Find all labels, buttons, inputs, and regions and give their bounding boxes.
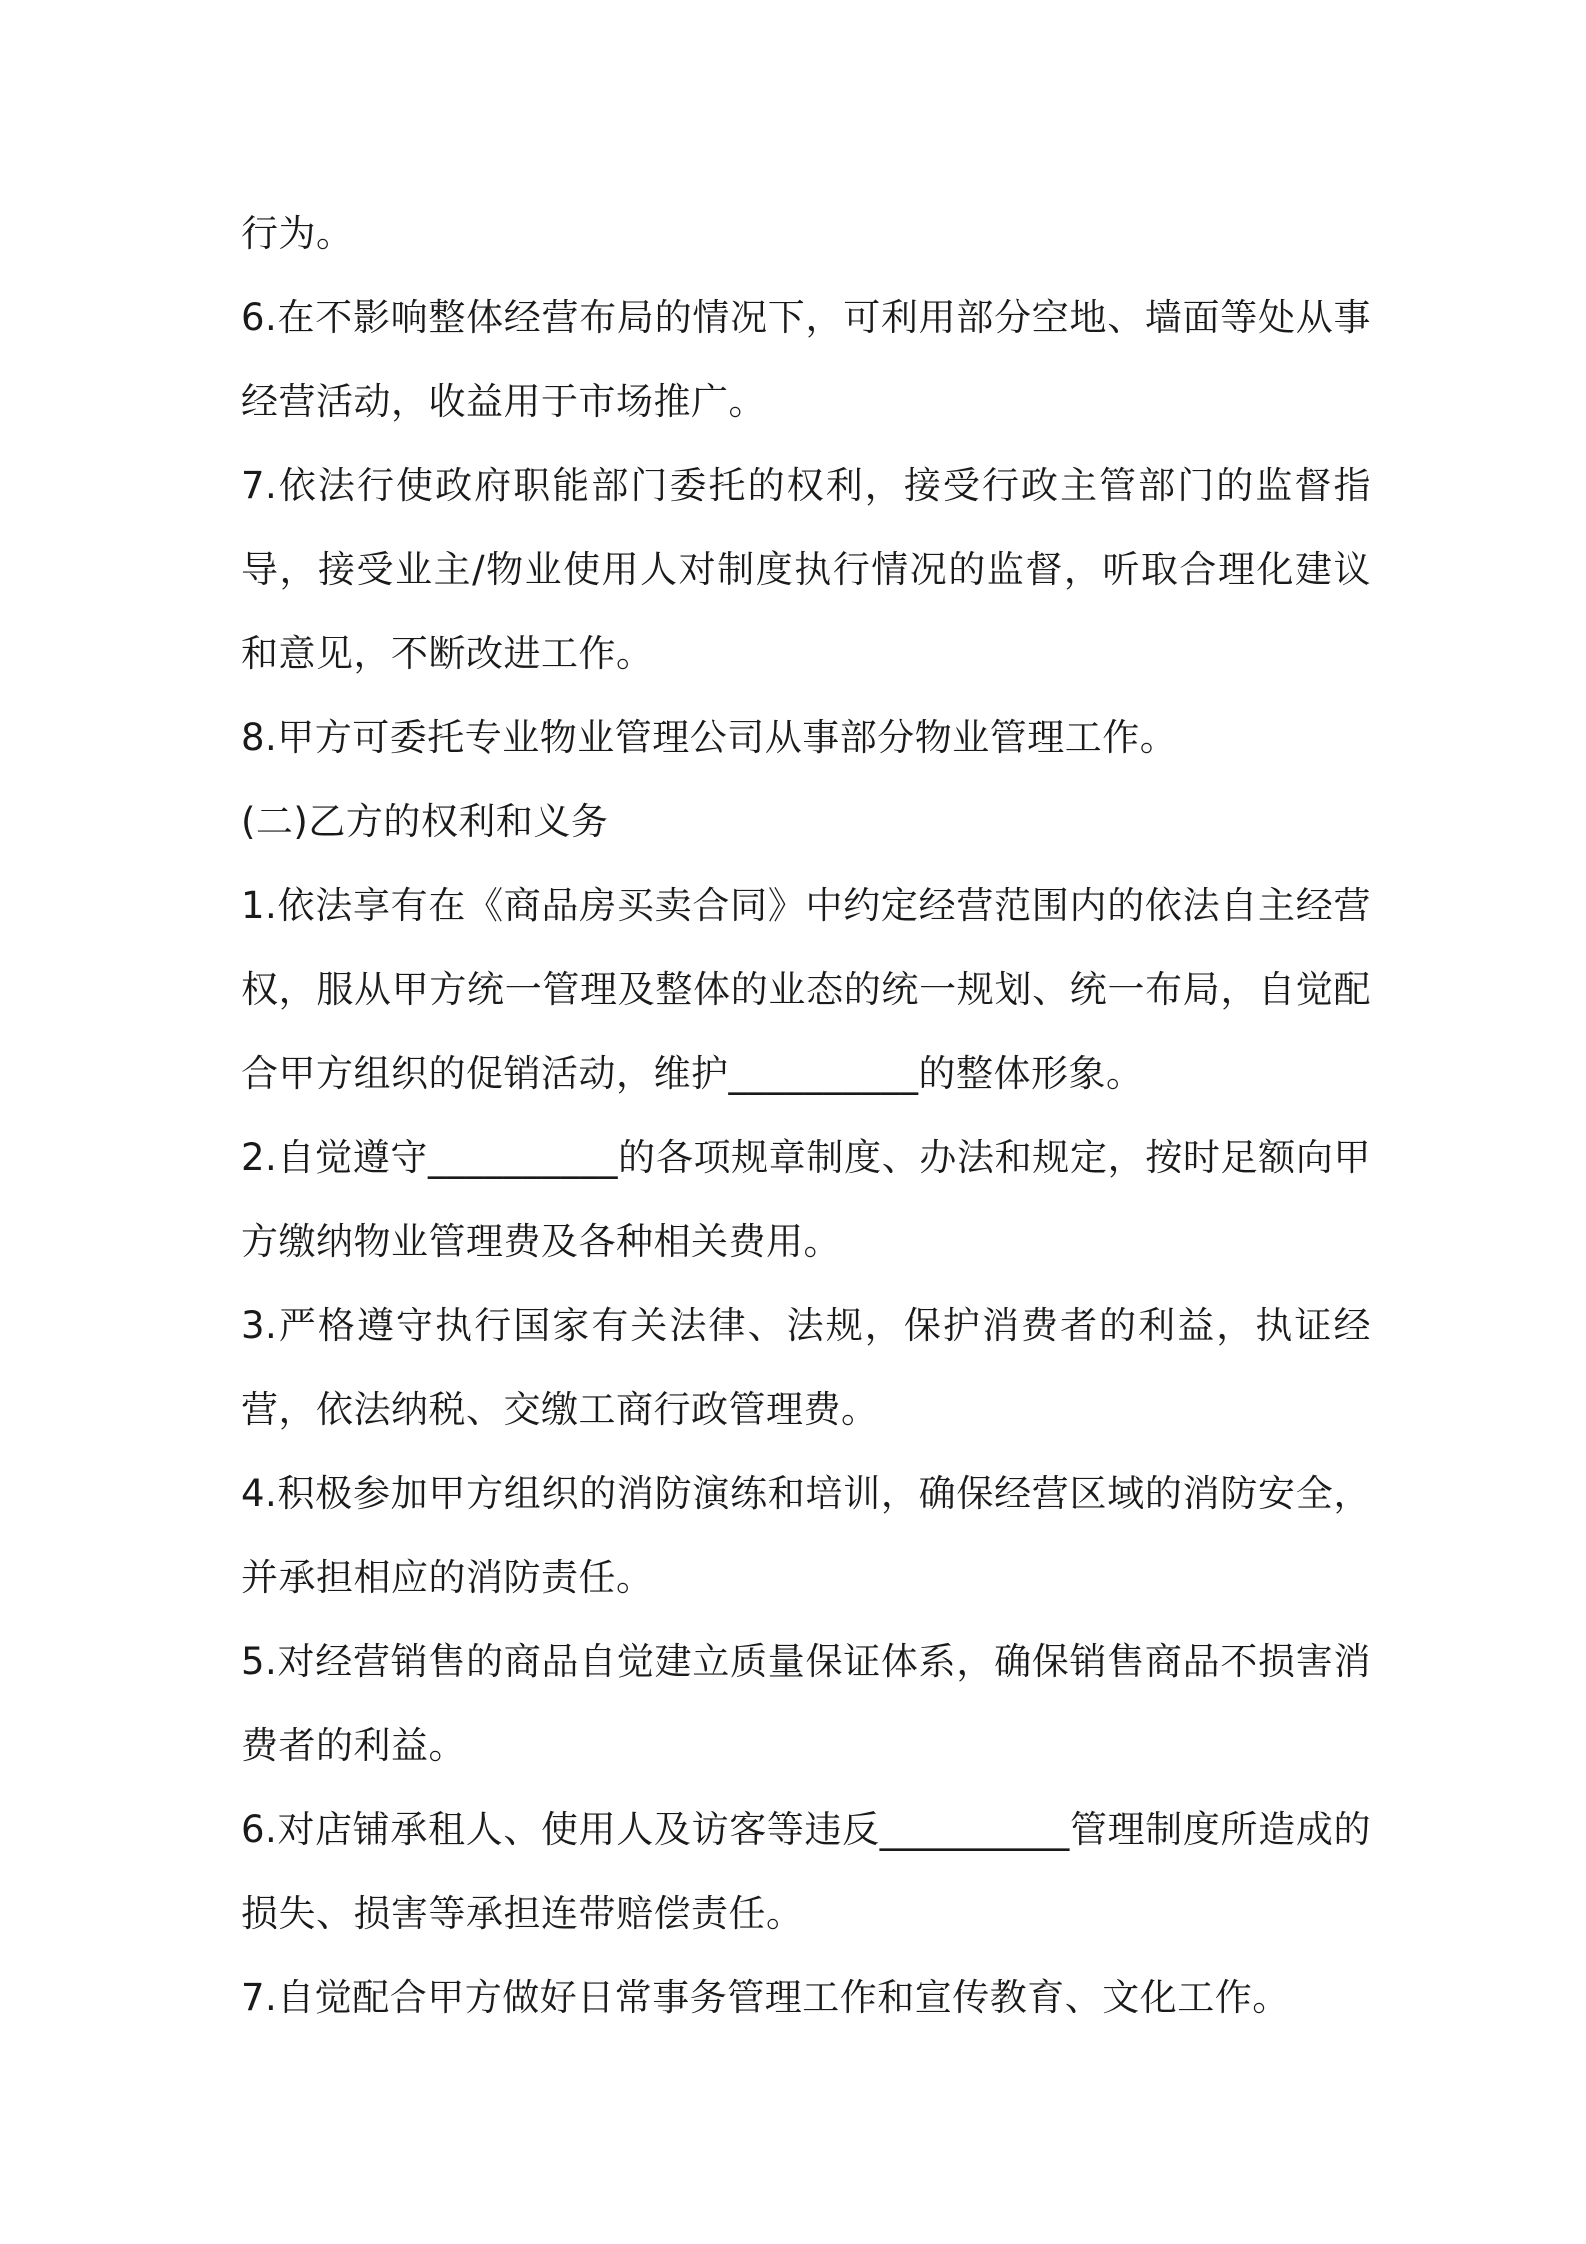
section-heading-party-b: (二)乙方的权利和义务 (241, 800, 609, 843)
paragraph-continuation: 行为。 (241, 212, 354, 255)
paragraph-b-item-4: 4.积极参加甲方组织的消防演练和培训，确保经营区域的消防安全，并承担相应的消防责任。 (241, 1472, 1371, 1599)
document-body (241, 192, 1371, 2040)
paragraph-b-item-1: 1.依法享有在《商品房买卖合同》中约定经营范围内的依法自主经营权，服从甲方统一管理及整体的业态的统一规划、统一布局，自觉配合甲方组织的促销活动，维护__________的整体形象。 (241, 884, 1371, 1095)
paragraph-item-8: 8.甲方可委托专业物业管理公司从事部分物业管理工作。 (241, 716, 1178, 759)
paragraph-b-item-7: 7.自觉配合甲方做好日常事务管理工作和宣传教育、文化工作。 (241, 1976, 1290, 2019)
paragraph-item-7: 7.依法行使政府职能部门委托的权利，接受行政主管部门的监督指导，接受业主/物业使用人对制度执行情况的监督，听取合理化建议和意见，不断改进工作。 (241, 464, 1371, 675)
paragraph-b-item-6: 6.对店铺承租人、使用人及访客等违反__________管理制度所造成的损失、损害等承担连带赔偿责任。 (241, 1808, 1371, 1935)
paragraph-item-6: 6.在不影响整体经营布局的情况下，可利用部分空地、墙面等处从事经营活动，收益用于市场推广。 (241, 296, 1371, 423)
paragraph-b-item-3: 3.严格遵守执行国家有关法律、法规，保护消费者的利益，执证经营，依法纳税、交缴工商行政管理费。 (241, 1304, 1371, 1431)
paragraph-b-item-2: 2.自觉遵守__________的各项规章制度、办法和规定，按时足额向甲方缴纳物业管理费及各种相关费用。 (241, 1136, 1371, 1263)
paragraph-b-item-5: 5.对经营销售的商品自觉建立质量保证体系，确保销售商品不损害消费者的利益。 (241, 1640, 1371, 1767)
